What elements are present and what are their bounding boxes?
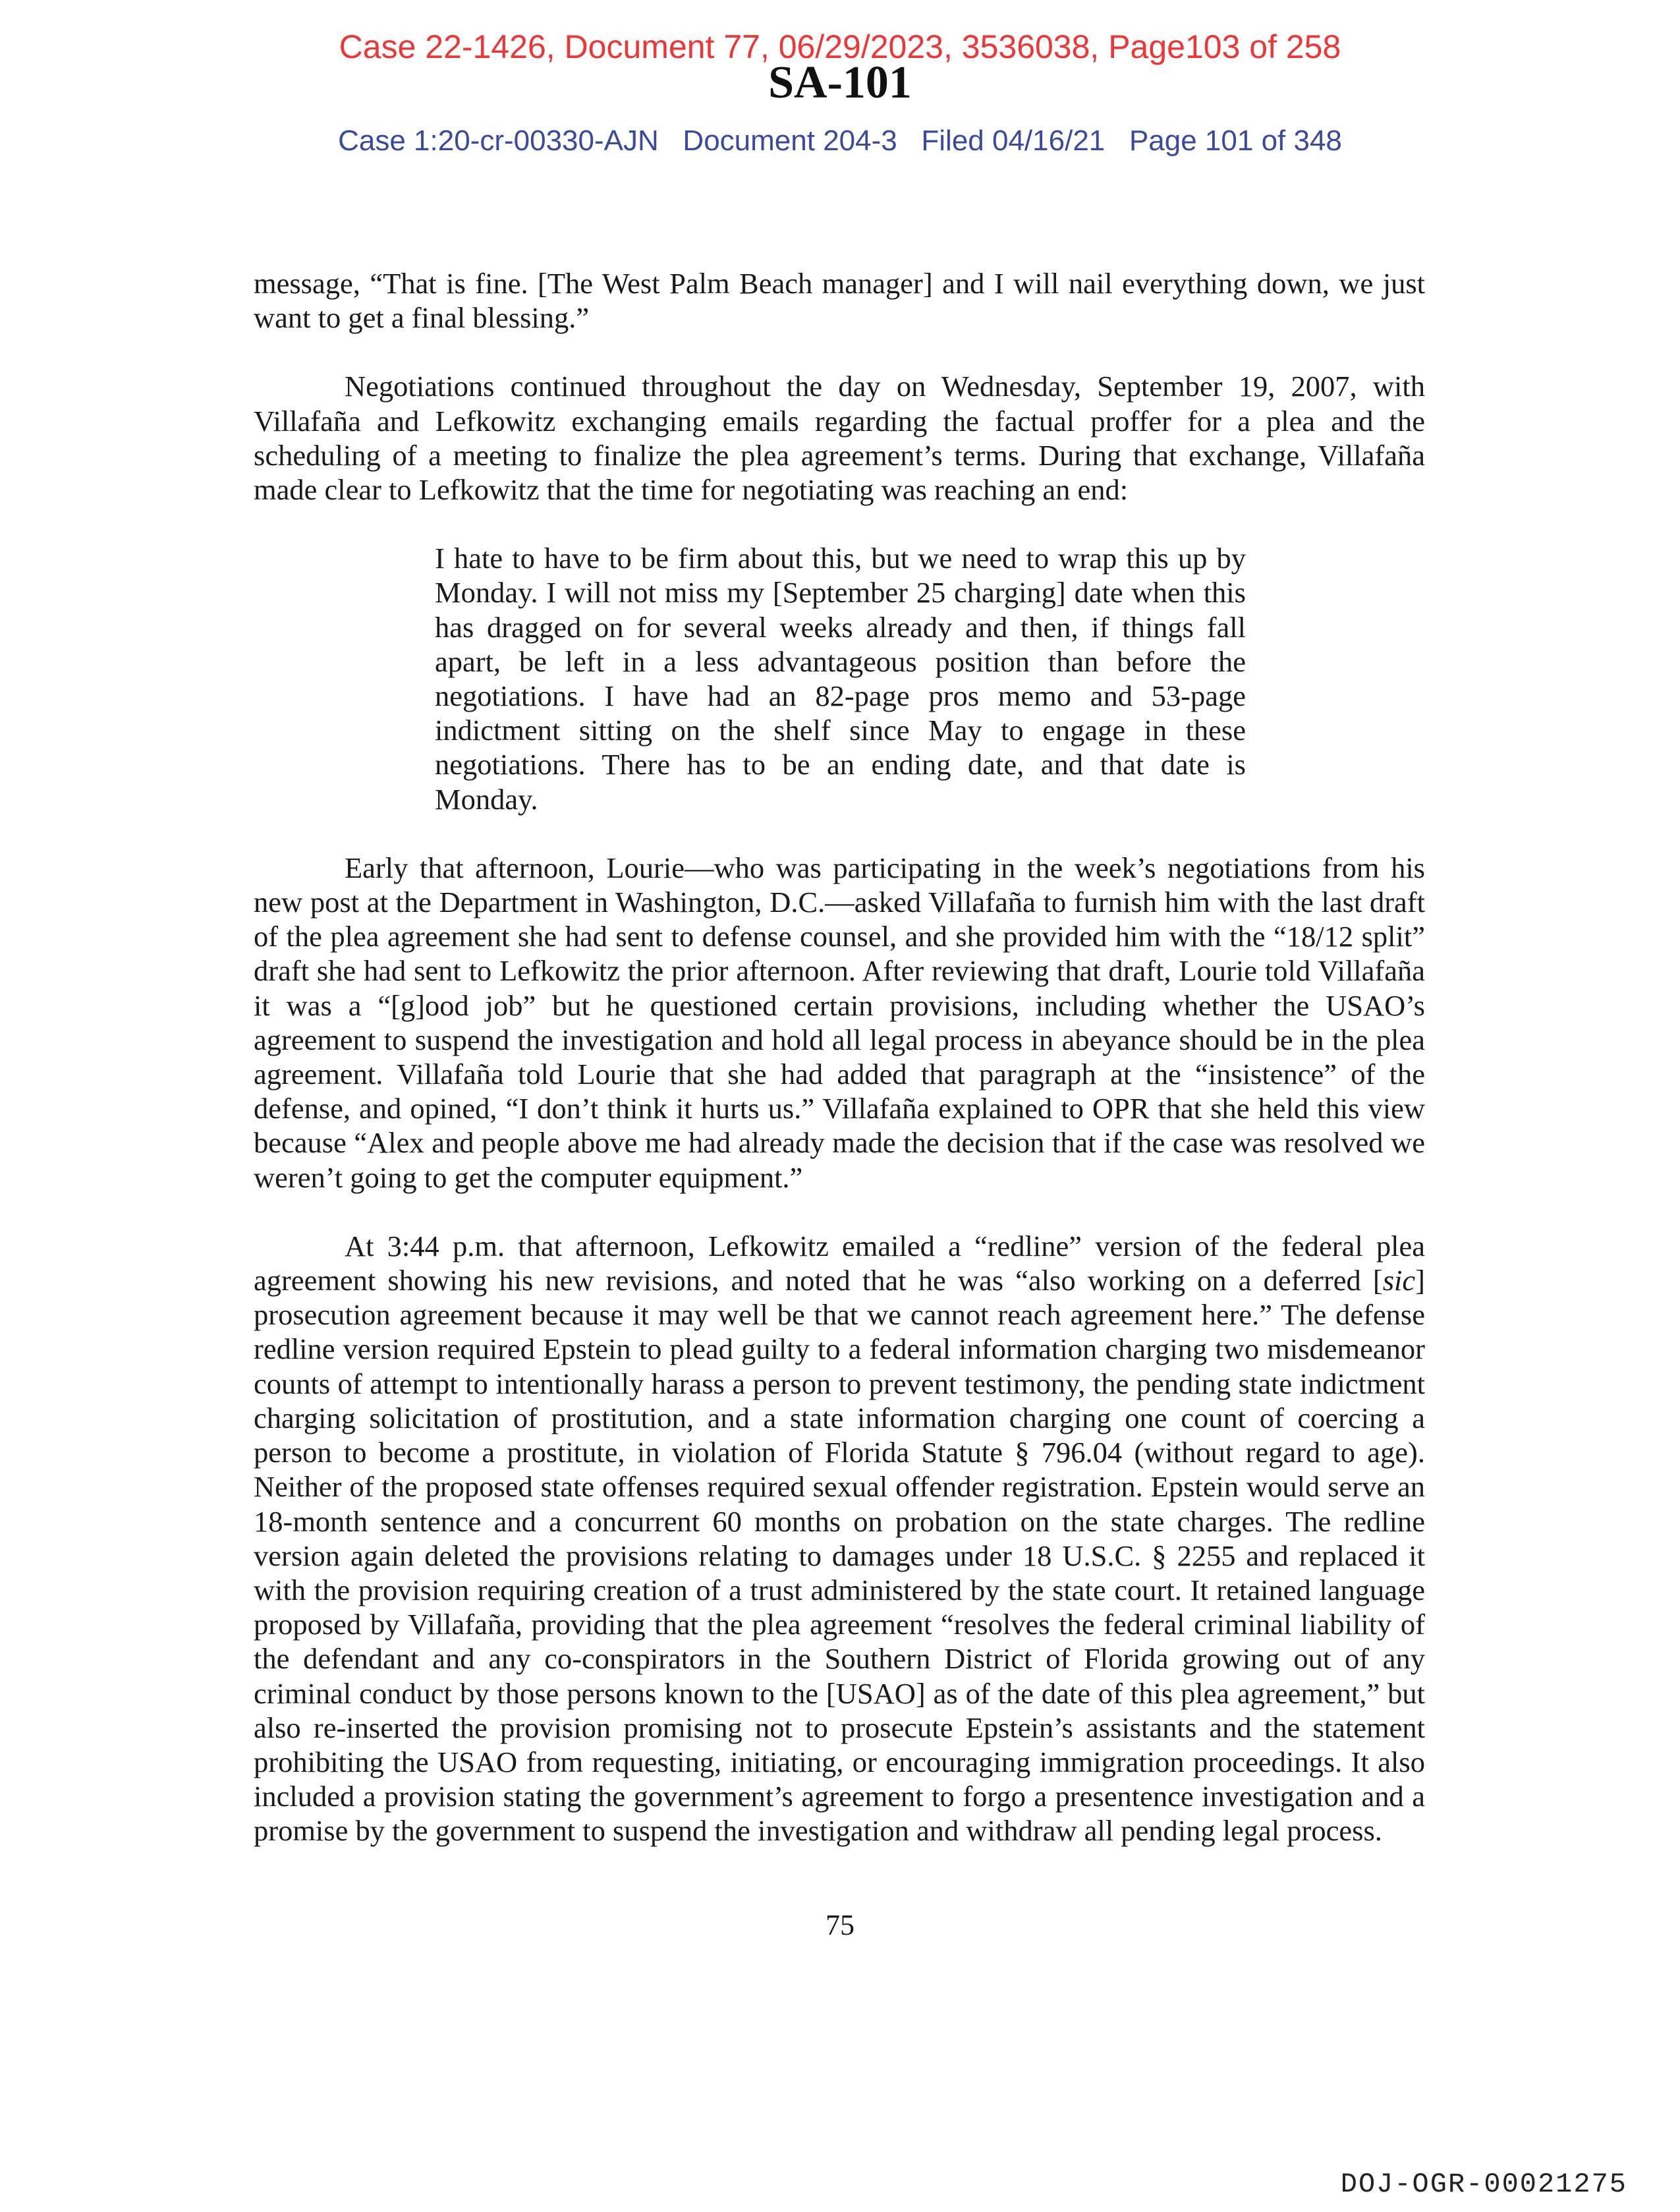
appellate-case-stamp: Case 22-1426, Document 77, 06/29/2023, 3536038, Page103 of 258 <box>339 28 1341 65</box>
paragraph-redline-version <box>254 1229 1425 1848</box>
bates-number: DOJ-OGR-00021275 <box>1340 2169 1627 2200</box>
sic-italic: sic <box>1382 1264 1416 1297</box>
paragraph-text-before-sic: At 3:44 p.m. that afternoon, Lefkowitz emailed a “redline” version of the federal plea agreement showing his new revisions, and noted that he was “also working on a deferred [ <box>254 1229 1425 1297</box>
page-number: 75 <box>826 1909 854 1941</box>
paragraph-negotiations: Negotiations continued throughout the day on Wednesday, September 19, 2007, with Villafaña and Lefkowitz exchanging emails regarding the factual proffer for a plea and the scheduling of a meeting to finalize the plea agreement’s terms. During that exchange, Villafaña made clear to Lefkowitz that the time for negotiating was reaching an end: <box>254 370 1425 507</box>
body-text <box>254 266 1425 1883</box>
paragraph-text-after-sic: ] prosecution agreement because it may well be that we cannot reach agreement here.” The defense redline version required Epstein to plead guilty to a federal information charging two misdemeanor counts of attempt to intentionally harass a person to prevent testimony, the pending state indictment charging solicitation of prostitution, and a state information charging one count of coercing a person to become a prostitute, in violation of Florida Statute § 796.04 (without regard to age). Neither of the proposed state offenses required sexual offender registration. Epstein would serve an 18-month sentence and a concurrent 60 months on probation on the state charges. The redline version again deleted the provisions relating to damages under 18 U.S.C. § 2255 and replaced it with the provision requiring creation of a trust administered by the state court. It retained language proposed by Villafaña, providing that the plea agreement “resolves the federal criminal liability of the defendant and any co-conspirators in the Southern District of Florida growing out of any criminal conduct by those persons known to the [USAO] as of the date of this plea agreement,” but also re-inserted the provision promising not to prosecute Epstein’s assistants and the statement prohibiting the USAO from requesting, initiating, or encouraging immigration proceedings. It also included a provision stating the government’s agreement to forgo a presentence investigation and a promise by the government to suspend the investigation and withdraw all pending legal process. <box>254 1264 1425 1848</box>
paragraph-early-afternoon: Early that afternoon, Lourie—who was participating in the week’s negotiations from his new post at the Department in Washington, D.C.—asked Villafaña to furnish him with the last draft of the plea agreement she had sent to defense counsel, and she provided him with the “18/12 split” draft she had sent to Lefkowitz the prior afternoon. After reviewing that draft, Lourie told Villafaña it was a “[g]ood job” but he questioned certain provisions, including whether the USAO’s agreement to suspend the investigation and hold all legal process in abeyance should be in the plea agreement. Villafaña told Lourie that she had added that paragraph at the “insistence” of the defense, and opined, “I don’t think it hurts us.” Villafaña explained to OPR that she held this view because “Alex and people above me had already made the decision that if the case was resolved we weren’t going to get the computer equipment.” <box>254 851 1425 1194</box>
appendix-page-label: SA-101 <box>768 57 912 108</box>
email-blockquote: I hate to have to be firm about this, but we need to wrap this up by Monday. I will not miss my [September 25 charging] date when this has dragged on for several weeks already and then, if things fall apart, be left in a less advantageous position than before the negotiations. I have had an 82-page pros memo and 53-page indictment sitting on the shelf since May to engage in these negotiations. There has to be an ending date, and that date is Monday. <box>435 542 1246 816</box>
district-case-stamp: Case 1:20-cr-00330-AJN Document 204-3 Filed 04/16/21 Page 101 of 348 <box>338 125 1342 157</box>
paragraph-continuation: message, “That is fine. [The West Palm Beach manager] and I will nail everything down, we just want to get a final blessing.” <box>254 267 1425 335</box>
